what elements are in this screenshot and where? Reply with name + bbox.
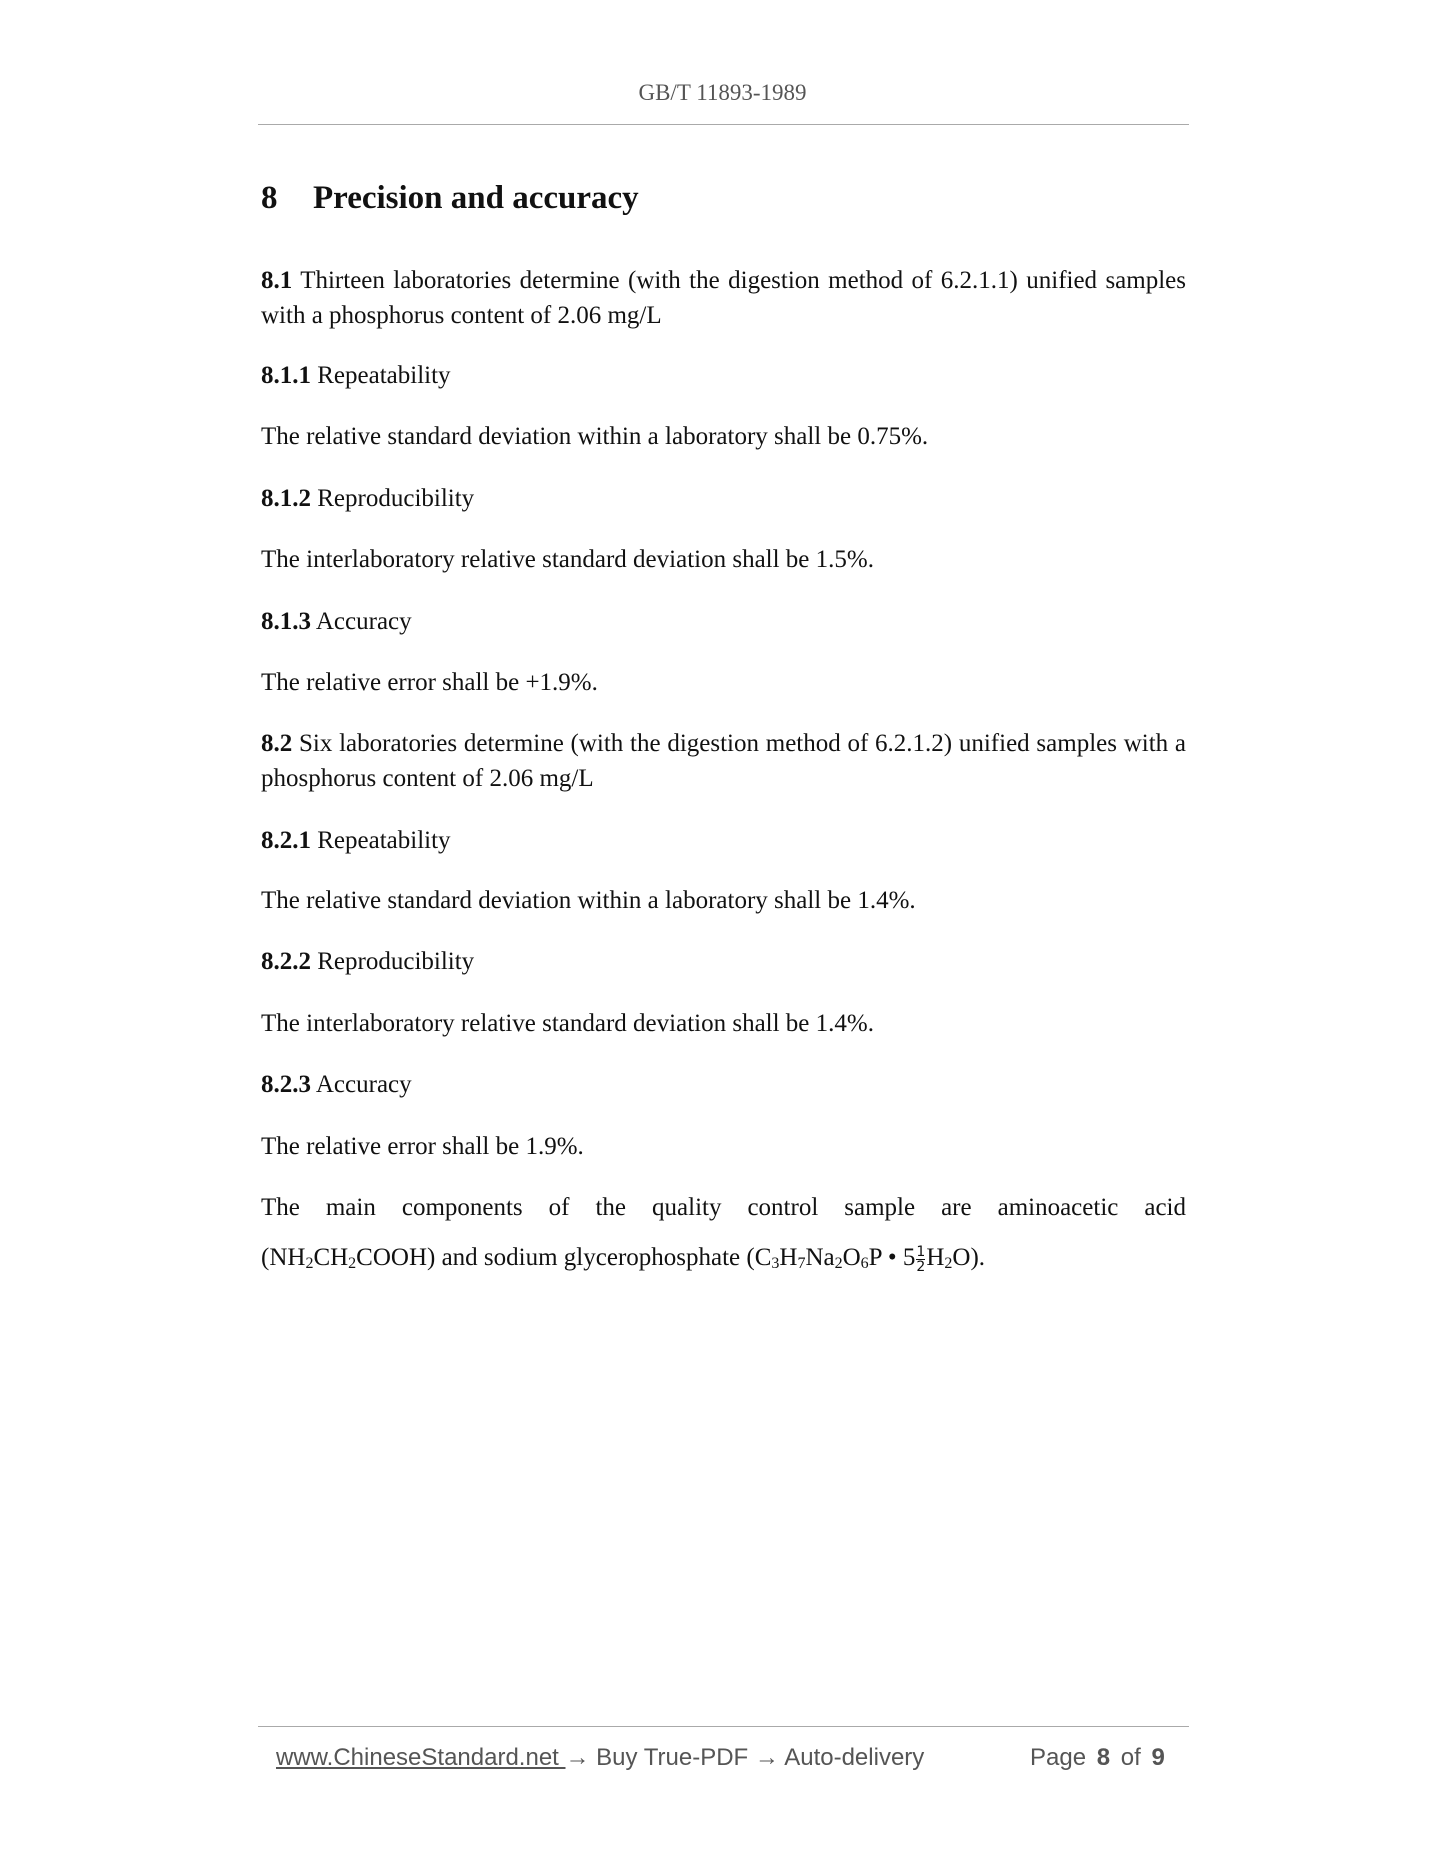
clause-body: Accuracy xyxy=(315,608,412,635)
clause-8-1 xyxy=(261,263,1186,333)
clause-number: 8.2.1 xyxy=(261,827,311,854)
clause-text xyxy=(261,419,1186,454)
clause-body: The interlaboratory relative standard deviation shall be 1.5%. xyxy=(261,546,874,573)
clause-8-2-1 xyxy=(261,823,1186,858)
footer-promo-text: → Buy True-PDF → Auto-delivery xyxy=(565,1744,925,1771)
clause-body: The relative standard deviation within a laboratory shall be 1.4%. xyxy=(261,887,916,914)
clause-8-1-2 xyxy=(261,481,1186,516)
fraction-one-half: $\frac{1}{2}$ xyxy=(916,1243,926,1275)
clause-body: Repeatability xyxy=(317,362,451,389)
clause-number: 8.1 xyxy=(261,267,293,294)
section-heading xyxy=(261,180,639,217)
clause-8-2-3 xyxy=(261,1067,1186,1102)
header-divider xyxy=(258,124,1189,125)
clause-body: Repeatability xyxy=(317,827,451,854)
clause-8-2-2 xyxy=(261,944,1186,979)
clause-text xyxy=(261,542,1186,577)
document-header: GB/T 11893-1989 xyxy=(638,80,807,105)
clause-8-1-1 xyxy=(261,358,1186,393)
website-link[interactable]: www.ChineseStandard.net xyxy=(276,1744,566,1771)
clause-number: 8.1.2 xyxy=(261,485,311,512)
final-paragraph-line2: $(NH_2CH_2COOH)$ and sodium glycerophosphate ($C_3H_7Na_2O_6P$ • 5 $\frac{1}{2}$ $H_2O$). xyxy=(261,1243,986,1275)
clause-number: 8.2 xyxy=(261,730,293,757)
clause-number: 8.2.3 xyxy=(261,1071,311,1098)
clause-body: Thirteen laboratories determine (with the digestion method of 6.2.1.1) unified samples with a phosphorus content of 2.06 mg/L xyxy=(261,267,1186,329)
clause-body: Reproducibility xyxy=(317,948,475,975)
clause-text xyxy=(261,665,1186,700)
page-indicator: Page 8 of 9 xyxy=(1030,1744,1165,1771)
clause-body: The relative standard deviation within a laboratory shall be 0.75%. xyxy=(261,423,929,450)
clause-text xyxy=(261,1006,1186,1041)
clause-body: The relative error shall be 1.9%. xyxy=(261,1133,584,1160)
clause-body: Six laboratories determine (with the digestion method of 6.2.1.2) unified samples with a phosphorus content of 2.06 mg/L xyxy=(261,730,1186,792)
clause-body: Accuracy xyxy=(315,1071,412,1098)
clause-number: 8.2.2 xyxy=(261,948,311,975)
final-paragraph-line1: The main components of the quality control sample are aminoacetic acid xyxy=(261,1194,1186,1221)
clause-text xyxy=(261,883,1186,918)
clause-number: 8.1.3 xyxy=(261,608,311,635)
section-number: 8 xyxy=(261,180,278,216)
clause-number: 8.1.1 xyxy=(261,362,311,389)
footer-divider xyxy=(258,1726,1189,1727)
clause-body: The interlaboratory relative standard deviation shall be 1.4%. xyxy=(261,1010,874,1037)
clause-body: Reproducibility xyxy=(317,485,475,512)
section-title: Precision and accuracy xyxy=(313,180,639,216)
clause-8-1-3 xyxy=(261,604,1186,639)
clause-text xyxy=(261,1129,1186,1164)
clause-8-2 xyxy=(261,726,1186,796)
footer-promo xyxy=(276,1744,924,1772)
clause-body: The relative error shall be +1.9%. xyxy=(261,669,598,696)
